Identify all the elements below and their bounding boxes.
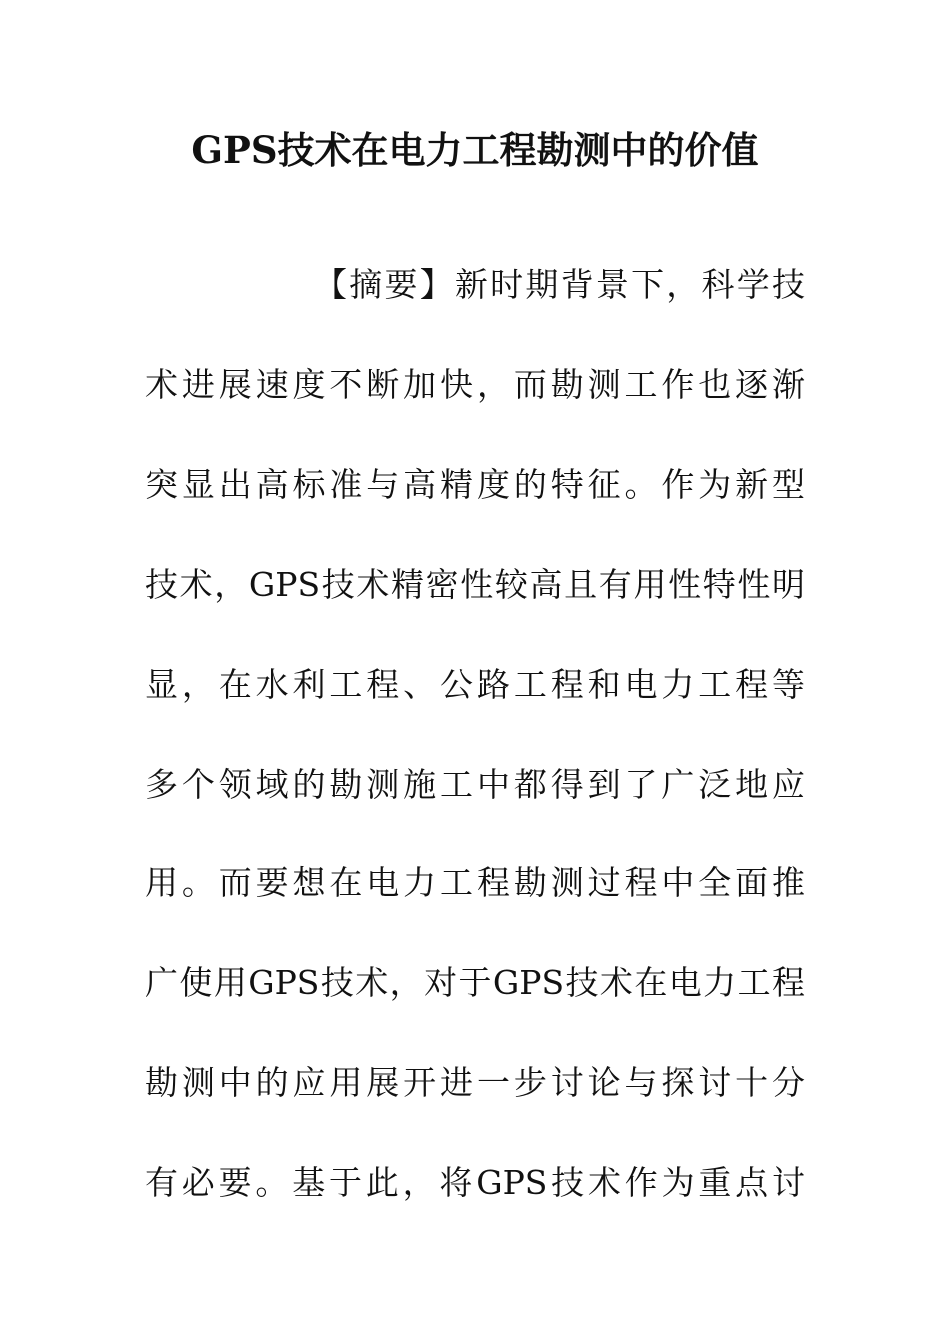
abstract-line-8: 广使用GPS技术，对于GPS技术在电力工程	[145, 963, 805, 1002]
abstract-line-3: 突显出高标准与高精度的特征。作为新型	[145, 465, 805, 504]
abstract-line-2: 术进展速度不断加快，而勘测工作也逐渐	[145, 365, 805, 404]
abstract-line-9: 勘测中的应用展开进一步讨论与探讨十分	[145, 1063, 805, 1102]
abstract-line-10: 有必要。基于此，将GPS技术作为重点讨	[145, 1163, 805, 1202]
document-title: GPS技术在电力工程勘测中的价值	[191, 128, 759, 172]
abstract-line-5: 显，在水利工程、公路工程和电力工程等	[145, 665, 805, 704]
abstract-line-1: 【摘要】新时期背景下，科学技	[314, 265, 805, 304]
abstract-line-6: 多个领域的勘测施工中都得到了广泛地应	[145, 765, 805, 804]
abstract-line-4: 技术，GPS技术精密性较高且有用性特性明	[145, 565, 805, 604]
abstract-line-7: 用。而要想在电力工程勘测过程中全面推	[145, 863, 805, 902]
